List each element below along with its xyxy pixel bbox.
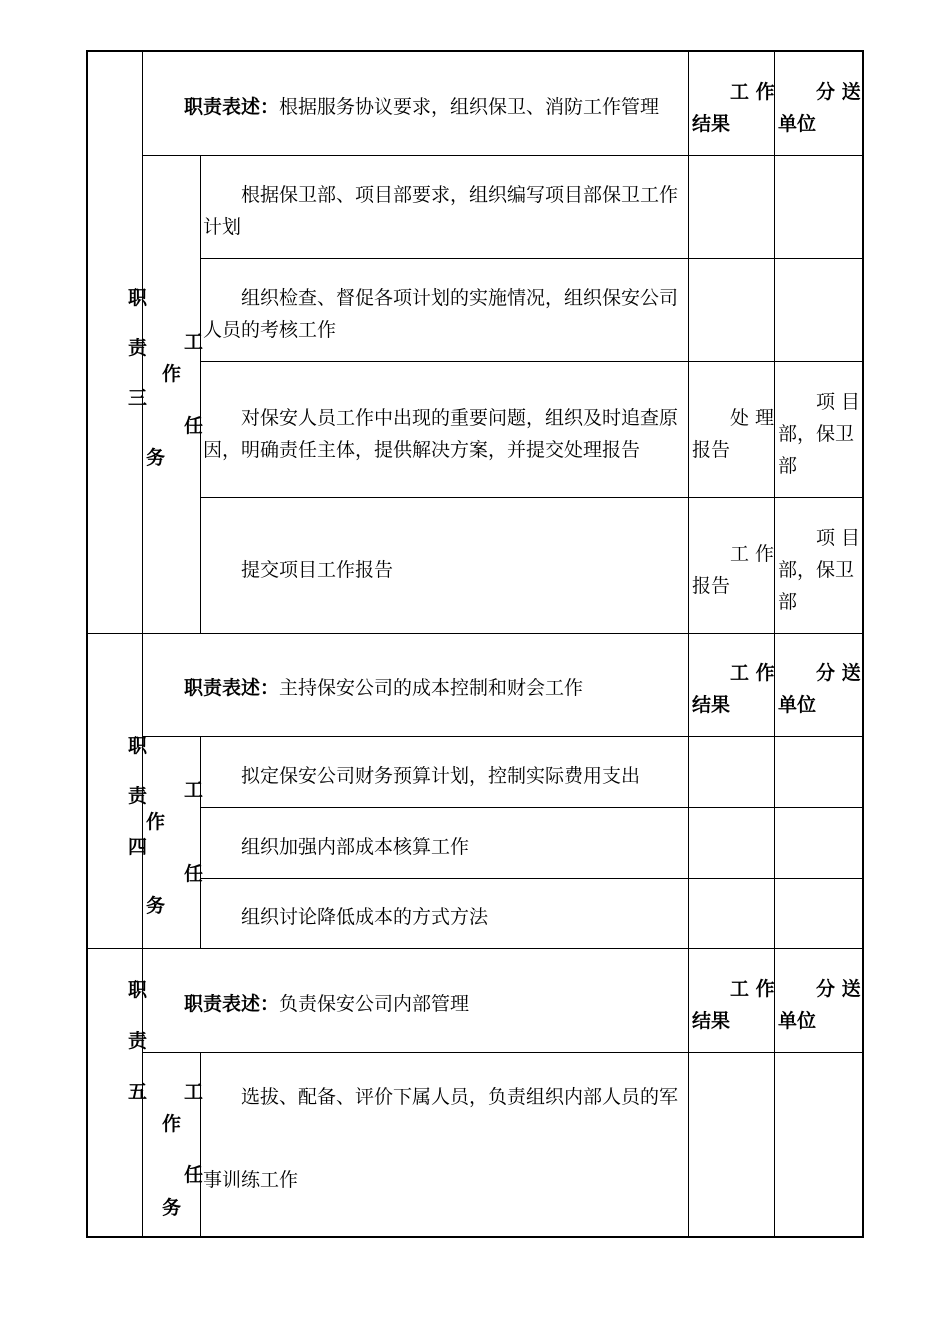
col-divider-duty: [142, 50, 143, 1238]
work-task-char: 务: [146, 447, 166, 469]
result-header: 结果: [692, 113, 731, 135]
result-header: 工 作: [730, 978, 775, 1000]
work-task-char: 工: [184, 1081, 204, 1103]
task-text: 组织检查、督促各项计划的实施情况，组织保安公司: [241, 287, 679, 309]
work-task-char: 工: [184, 779, 204, 801]
task-text: 人员的考核工作: [203, 319, 337, 341]
row-divider: [200, 361, 864, 362]
result-header: 结果: [692, 1010, 731, 1032]
task-text: 提交项目工作报告: [241, 559, 394, 581]
work-task-char: 作: [162, 363, 182, 385]
duty-label-char: 责: [128, 785, 148, 807]
work-task-char: 务: [162, 1197, 182, 1219]
statement-label: 职责表述：: [184, 677, 280, 699]
work-task-char: 作: [162, 1113, 182, 1135]
task-dest: 部，保卫: [778, 559, 855, 581]
work-task-char: 作: [146, 811, 166, 833]
duty-label-char: 职: [128, 979, 148, 1001]
result-header: 工 作: [730, 81, 775, 103]
task-dest: 部: [778, 455, 798, 477]
result-header: 工 作: [730, 662, 775, 684]
col-divider-dest: [774, 50, 775, 1238]
work-task-char: 工: [184, 331, 204, 353]
task-text: 组织讨论降低成本的方式方法: [241, 906, 489, 928]
work-task-char: 任: [184, 863, 204, 885]
task-text: 对保安人员工作中出现的重要问题，组织及时追查原: [241, 407, 679, 429]
task-result: 处 理: [730, 407, 775, 429]
task-text: 组织加强内部成本核算工作: [241, 836, 470, 858]
table-border-bottom: [86, 1236, 864, 1238]
task-dest: 部，保卫: [778, 423, 855, 445]
dest-header: 单位: [778, 1010, 817, 1032]
duty-statement: [184, 672, 583, 704]
dest-header: 单位: [778, 694, 817, 716]
row-divider: [142, 155, 864, 156]
work-task-char: 务: [146, 895, 166, 917]
work-task-char: 任: [184, 1164, 204, 1186]
task-text: 计划: [203, 216, 242, 238]
dest-header: 分 送: [816, 978, 861, 1000]
task-text: 事训练工作: [203, 1169, 299, 1191]
task-text: 选拔、配备、评价下属人员，负责组织内部人员的军: [241, 1086, 679, 1108]
task-result: 报告: [692, 439, 731, 461]
task-result: 工 作: [730, 543, 775, 565]
duty-label-char: 责: [128, 1030, 148, 1052]
task-dest: 项 目: [816, 391, 861, 413]
dest-header: 分 送: [816, 662, 861, 684]
duty-statement: [184, 988, 469, 1020]
duty-label-char: 职: [128, 287, 148, 309]
row-divider: [200, 878, 864, 879]
table-border-left: [86, 50, 88, 1238]
duty-statement: [184, 91, 659, 123]
section-divider: [86, 633, 864, 634]
dest-header: 分 送: [816, 81, 861, 103]
work-task-char: 任: [184, 415, 204, 437]
dest-header: 单位: [778, 113, 817, 135]
task-dest: 项 目: [816, 527, 861, 549]
statement-label: 职责表述：: [184, 96, 280, 118]
task-result: 报告: [692, 575, 731, 597]
task-text: 因，明确责任主体，提供解决方案，并提交处理报告: [203, 439, 641, 461]
duty-label-char: 四: [128, 836, 148, 858]
row-divider: [200, 497, 864, 498]
statement-text: 主持保安公司的成本控制和财会工作: [279, 677, 584, 699]
statement-label: 职责表述：: [184, 993, 280, 1015]
task-text: 根据保卫部、项目部要求，组织编写项目部保卫工作: [241, 184, 679, 206]
duty-label-char: 职: [128, 735, 148, 757]
col-divider-task: [200, 155, 201, 633]
duty-label-char: 五: [128, 1081, 148, 1103]
section-divider: [86, 948, 864, 949]
result-header: 结果: [692, 694, 731, 716]
table-border-top: [86, 50, 864, 52]
col-divider-task: [200, 736, 201, 948]
task-dest: 部: [778, 591, 798, 613]
col-divider-result: [688, 50, 689, 1238]
statement-text: 负责保安公司内部管理: [279, 993, 470, 1015]
col-divider-task: [200, 1052, 201, 1238]
table-border-right: [862, 50, 864, 1238]
row-divider: [142, 736, 864, 737]
row-divider: [200, 258, 864, 259]
duty-label-char: 三: [128, 387, 148, 409]
row-divider: [200, 807, 864, 808]
statement-text: 根据服务协议要求，组织保卫、消防工作管理: [279, 96, 660, 118]
task-text: 拟定保安公司财务预算计划，控制实际费用支出: [241, 765, 641, 787]
row-divider: [142, 1052, 864, 1053]
duty-label-char: 责: [128, 337, 148, 359]
